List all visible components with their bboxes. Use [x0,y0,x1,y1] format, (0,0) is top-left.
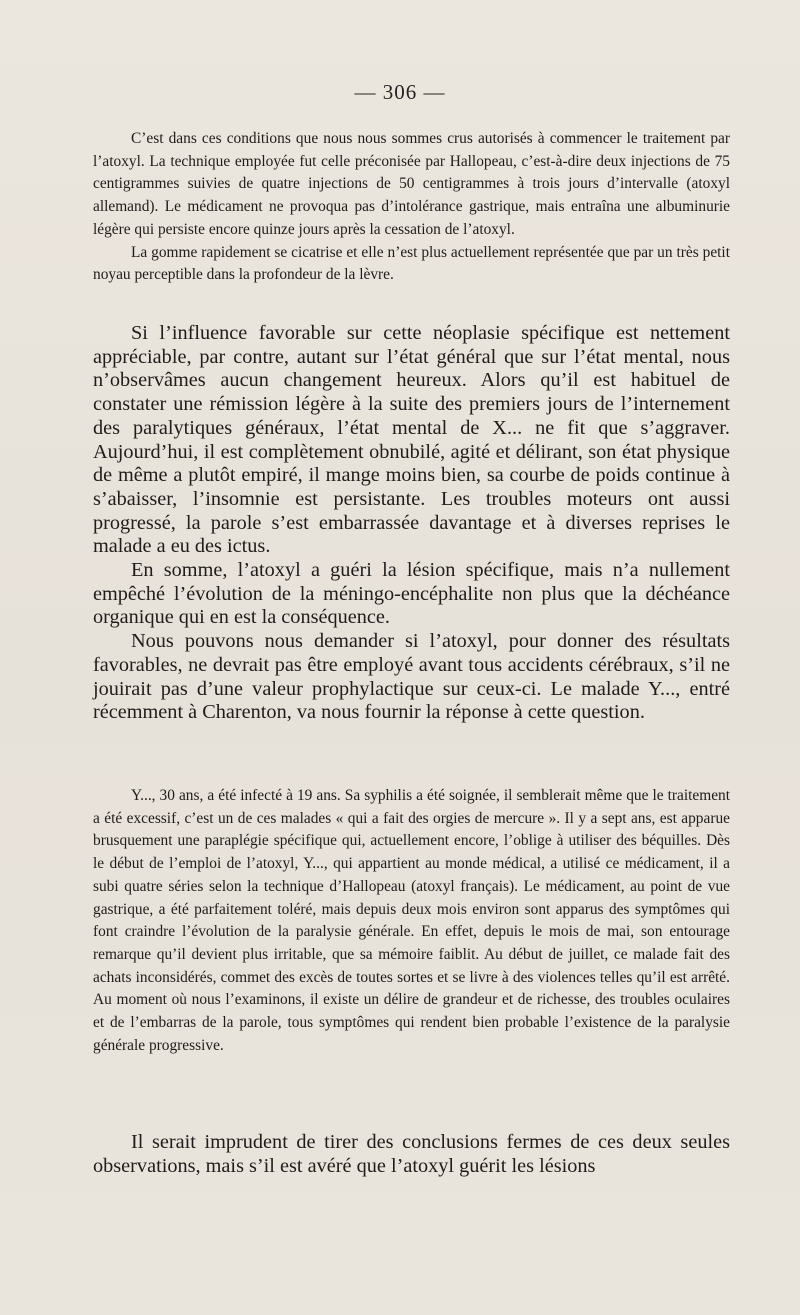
gomme-paragraph: La gomme rapidement se cicatrise et elle n’est plus actuellement représentée que par un très petit noyau perceptible dans la profondeur de la lèvre. [93,243,730,284]
conclusion-section [93,1131,730,1178]
conclusion-paragraph: Il serait imprudent de tirer des conclusions fermes de ces deux seules observations, mais s’il est avéré que l’atoxyl guérit les lésions [93,1131,730,1177]
observation-section [93,785,730,1057]
page-number: — 306 — [354,80,446,104]
observation-paragraph: Y..., 30 ans, a été infecté à 19 ans. Sa syphilis a été soignée, il semblerait même que le traitement a été excessif, c’est un de ces malades « qui a fait des orgies de mercure ». Il y a sept ans, est apparue brusquement une paraplégie spécifique qui, actuellement encore, l’oblige à utiliser des béquilles. Dès le début de l’emploi de l’atoxyl, Y..., qui appartient au monde médical, a utilisé ce médicament, il a subi quatre séries selon la technique d’Hallopeau (atoxyl français). Le médicament, au point de vue gastrique, a été parfaitement toléré, mais depuis deux mois environ sont apparus des symptômes qui font craindre l’évolution de la paralysie générale. En effet, depuis le mois de mai, son entourage remarque qu’il devient plus irritable, que sa mémoire faiblit. Au début de juillet, ce malade fait des achats inconsidérés, commet des excès de toutes sortes et se livre à des violences telles qu’il est arrêté. Au moment où nous l’examinons, il existe un délire de grandeur et de richesse, des troubles oculaires et de l’embarras de la parole, tous symptômes qui rendent bien probable l’existence de la paralysie générale progressive. [93,787,730,1054]
summary-paragraph: En somme, l’atoxyl a guéri la lésion spécifique, mais n’a nullement empêché l’évolution de la méningo-encéphalite non plus que la déchéance organique qui en est la conséquence. [93,559,730,629]
influence-paragraph: Si l’influence favorable sur cette néoplasie spécifique est nettement appréciable, par contre, autant sur l’état général que sur l’état mental, nous n’observâmes aucun changement heureux. Alors qu’il est habituel de constater une rémission légère à la suite des premiers jours de l’internement des paralytiques généraux, l’état mental de X... ne fit que s’aggraver. Aujourd’hui, il est complètement obnubilé, agité et délirant, son état physique de même a plutôt empiré, il mange moins bien, sa courbe de poids continue à s’abaisser, l’insomnie est persistante. Les troubles moteurs ont aussi progressé, la parole s’est embarrassée davantage et à diverses reprises le malade a eu des ictus. [93,322,730,558]
treatment-paragraph: C’est dans ces conditions que nous nous sommes crus autorisés à commencer le traitement par l’atoxyl. La technique employée fut celle préconisée par Hallopeau, c’est-à-dire deux injections de 75 centigrammes suivies de quatre injections de 50 centigrammes à trois jours d’intervalle (atoxyl allemand). Le médicament ne provoqua pas d’intolérance gastrique, mais entraîna une albuminurie légère qui persiste encore quinze jours après la cessation de l’atoxyl. [93,130,730,238]
treatment-section [93,128,730,287]
discussion-section [93,322,730,725]
question-paragraph: Nous pouvons nous demander si l’atoxyl, pour donner des résultats favorables, ne devrait pas être employé avant tous accidents cérébraux, s’il ne jouirait pas d’une valeur prophylactique sur ceux-ci. Le malade Y..., entré récemment à Charenton, va nous fournir la réponse à cette question. [93,630,730,724]
